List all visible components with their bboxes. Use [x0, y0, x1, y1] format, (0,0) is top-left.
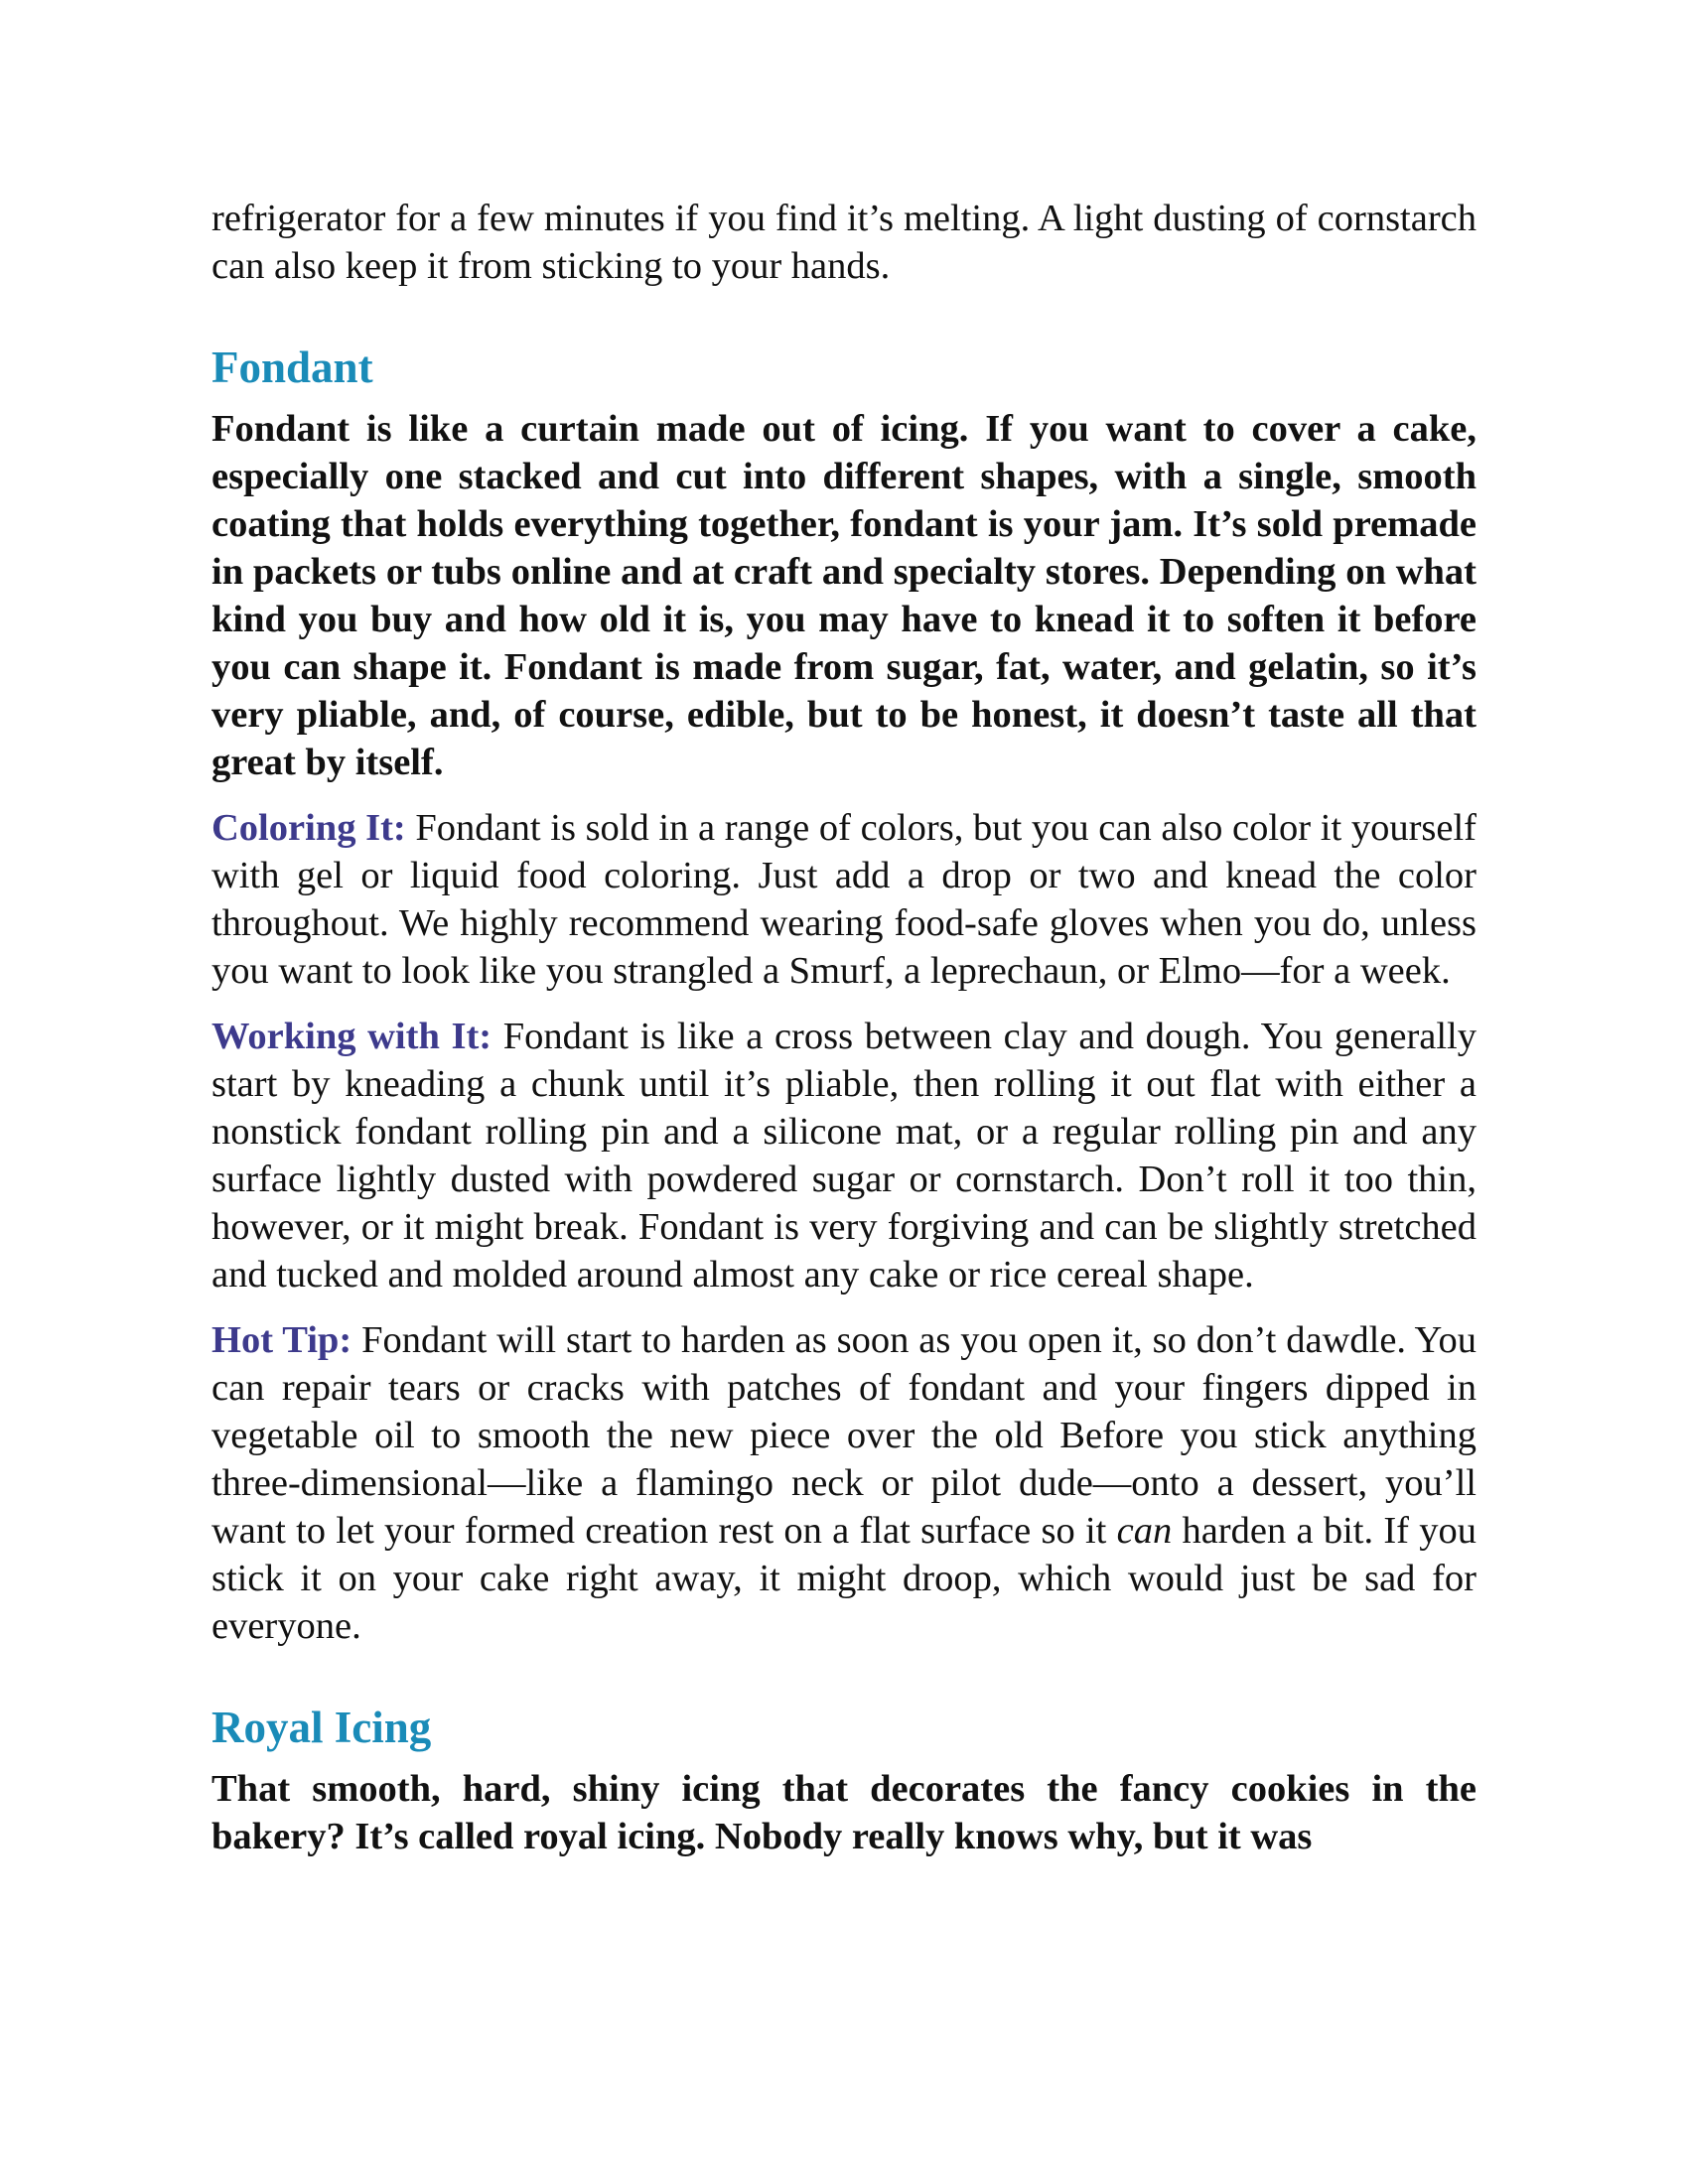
fondant-heading: Fondant: [211, 342, 373, 392]
royal-icing-heading: Royal Icing: [211, 1703, 432, 1752]
working-text: Fondant is like a cross between clay and dough. You generally start by kneading a chunk until it’s pliable, then rolling it out flat with either a nonstick fondant rolling pin and a silicone mat, or a regular rolling pin and any surface lightly dusted with powdered sugar or cornstarch. Don’t roll it too thin, however, or it might break. Fondant is very forgiving and can be slightly stretched and tucked and molded around almost any cake or rice cereal shape.: [211, 1016, 1477, 1296]
hot-tip-emphasis: can: [1116, 1510, 1173, 1552]
intro-paragraph: refrigerator for a few minutes if you find it’s melting. A light dusting of cornstarch can also keep it from sticking to your hands.: [211, 198, 1477, 287]
hot-tip-label: Hot Tip:: [211, 1319, 352, 1361]
working-paragraph: [211, 1013, 1477, 1298]
royal-icing-lead-paragraph: That smooth, hard, shiny icing that decorates the fancy cookies in the bakery? It’s called royal icing. Nobody really knows why, but it was: [211, 1768, 1477, 1857]
hot-tip-text-after: harden a bit. If you stick it on your cake right away, it might droop, which would just be sad for everyone.: [211, 1510, 1477, 1647]
coloring-text: Fondant is sold in a range of colors, but you can also color it yourself with gel or liquid food coloring. Just add a drop or two and knead the color throughout. We highly recommend wearing food-safe gloves when you do, unless you want to look like you strangled a Smurf, a leprechaun, or Elmo—for a week.: [211, 807, 1477, 992]
coloring-paragraph: [211, 804, 1477, 995]
coloring-label: Coloring It:: [211, 807, 406, 849]
hot-tip-text-before: Fondant will start to harden as soon as you open it, so don’t dawdle. You can repair tears or cracks with patches of fondant and your fingers dipped in vegetable oil to smooth the new piece over the old Before you stick anything three-dimensional—like a flamingo neck or pilot dude—onto a dessert, you’ll want to let your formed creation rest on a flat surface so it: [211, 1319, 1477, 1552]
working-label: Working with It:: [211, 1016, 492, 1057]
document-page: [211, 195, 1477, 1878]
hot-tip-paragraph: [211, 1316, 1477, 1650]
fondant-lead-paragraph: Fondant is like a curtain made out of icing. If you want to cover a cake, especially one stacked and cut into different shapes, with a single, smooth coating that holds everything together, fondant is your jam. It’s sold premade in packets or tubs online and at craft and specialty stores. Depending on what kind you buy and how old it is, you may have to knead it to soften it before you can shape it. Fondant is made from sugar, fat, water, and gelatin, so it’s very pliable, and, of course, edible, but to be honest, it doesn’t taste all that great by itself.: [211, 408, 1477, 783]
